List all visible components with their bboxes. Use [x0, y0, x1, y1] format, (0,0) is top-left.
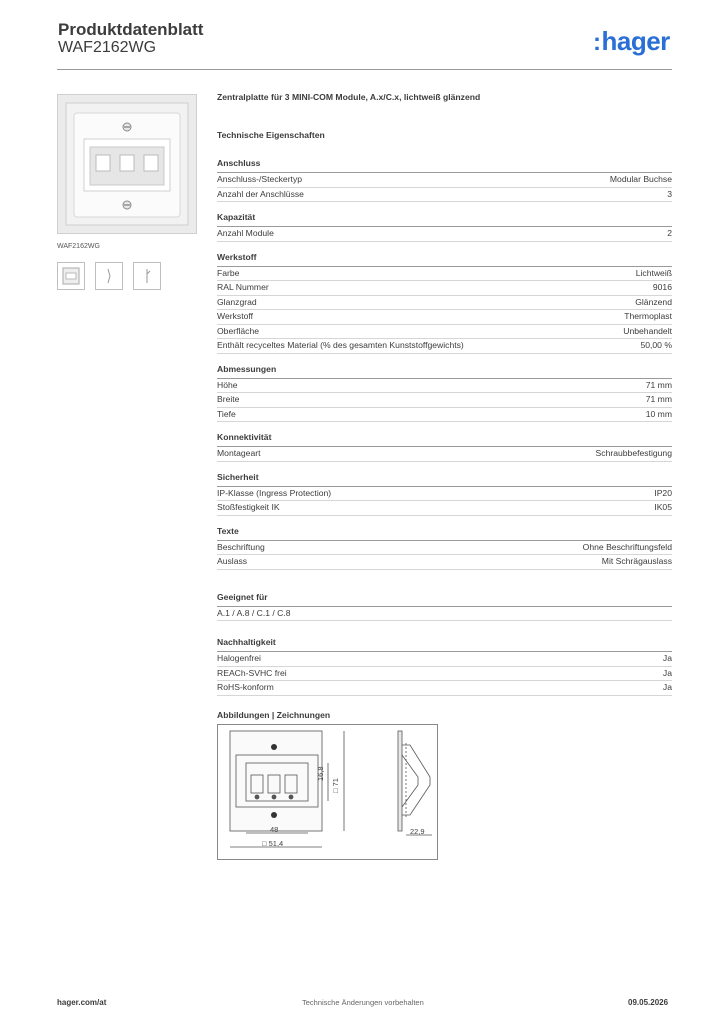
spec-value: Modular Buchse	[609, 174, 672, 184]
sustainability-value: Ja	[662, 682, 672, 692]
spec-value: 10 mm	[645, 408, 672, 419]
spec-label: Glanzgrad	[217, 296, 257, 307]
spec-value: IP20	[654, 487, 672, 498]
spec-row	[217, 325, 672, 340]
spec-label: IP-Klasse (Ingress Protection)	[217, 487, 332, 498]
dim-depth: 22,9	[410, 827, 425, 836]
spec-row	[217, 267, 672, 282]
drawings-heading: Abbildungen | Zeichnungen	[217, 709, 331, 720]
footer-website[interactable]: hager.com/at	[57, 998, 107, 1007]
sustainability-label: RoHS-konform	[217, 682, 274, 692]
logo-text: hager	[601, 26, 670, 56]
spec-row	[217, 188, 672, 203]
spec-value: Ohne Beschriftungsfeld	[582, 541, 672, 552]
spec-label: Tiefe	[217, 408, 236, 419]
spec-value: Mit Schrägauslass	[601, 556, 672, 566]
sustainability-value: Ja	[662, 667, 672, 678]
spec-label: Auslass	[217, 556, 248, 566]
section-heading: Texte	[217, 526, 672, 541]
spec-row	[217, 541, 672, 556]
spec-label: Oberfläche	[217, 325, 260, 336]
sustainability-row	[217, 681, 672, 696]
spec-row	[217, 393, 672, 408]
spec-row	[217, 173, 672, 188]
thumbnail-side-2[interactable]	[133, 262, 161, 290]
spec-label: RAL Nummer	[217, 282, 269, 292]
spec-row	[217, 379, 672, 394]
spec-value: 2	[667, 228, 672, 238]
sustainability-rows	[217, 652, 672, 696]
spec-label: Höhe	[217, 379, 238, 390]
page-header-subtitle: WAF2162WG	[58, 39, 157, 56]
sustainability-heading: Nachhaltigkeit	[217, 637, 672, 652]
sustainability-value: Ja	[662, 653, 672, 663]
spec-row	[217, 487, 672, 502]
spec-row	[217, 339, 672, 354]
suitable-heading: Geeignet für	[217, 592, 672, 607]
product-image-caption: WAF2162WG	[57, 243, 100, 250]
technical-drawing	[217, 724, 438, 860]
spec-label: Farbe	[217, 267, 240, 278]
spec-label: Anzahl der Anschlüsse	[217, 188, 304, 199]
spec-value: Schraubbefestigung	[595, 448, 672, 458]
spec-value: 71 mm	[645, 379, 672, 390]
spec-label: Montageart	[217, 448, 261, 458]
product-description: Zentralplatte für 3 MINI-COM Module, A.x/C.x, lichtweiß glänzend	[217, 92, 481, 102]
sustainability-row	[217, 652, 672, 667]
dim-height-outer: □ 71	[331, 778, 340, 793]
footer-disclaimer: Technische Änderungen vorbehalten	[302, 998, 424, 1007]
spec-label: Breite	[217, 394, 240, 404]
section-heading: Abmessungen	[217, 364, 672, 379]
thumbnail-front[interactable]	[57, 262, 85, 290]
spec-sections	[217, 158, 672, 570]
spec-row	[217, 447, 672, 462]
spec-label: Anschluss-/Steckertyp	[217, 174, 303, 184]
section-heading: Werkstoff	[217, 252, 672, 267]
section-heading: Anschluss	[217, 158, 672, 173]
dim-width-outer: □ 51,4	[262, 839, 284, 848]
spec-value: 50,00 %	[640, 340, 672, 350]
page-header-title: Produktdatenblatt	[58, 20, 204, 39]
sustainability-label: Halogenfrei	[217, 653, 261, 663]
spec-value: Glänzend	[635, 296, 672, 307]
spec-row	[217, 555, 672, 570]
spec-content	[217, 92, 672, 720]
suitable-value: A.1 / A.8 / C.1 / C.8	[217, 607, 291, 618]
sustainability-row	[217, 667, 672, 682]
section-heading: Sicherheit	[217, 472, 672, 487]
spec-label: Werkstoff	[217, 311, 253, 321]
thumbnail-side[interactable]	[95, 262, 123, 290]
hager-logo: :hager	[593, 26, 670, 56]
spec-label: Beschriftung	[217, 541, 265, 552]
spec-value: Lichtweiß	[635, 267, 672, 278]
spec-label: Stoßfestigkeit IK	[217, 502, 280, 512]
spec-value: 71 mm	[645, 394, 672, 404]
spec-value: Thermoplast	[624, 311, 672, 321]
spec-row	[217, 408, 672, 423]
thumbnail-strip	[57, 262, 161, 290]
spec-row	[217, 501, 672, 516]
suitable-row	[217, 607, 672, 622]
tech-heading: Technische Eigenschaften	[217, 130, 325, 140]
spec-row	[217, 281, 672, 296]
footer-date: 09.05.2026	[628, 998, 669, 1007]
header-divider	[57, 69, 672, 70]
spec-value: Unbehandelt	[623, 325, 672, 336]
dim-height-inner: 16,8	[316, 766, 325, 781]
section-heading: Kapazität	[217, 212, 672, 227]
spec-row	[217, 227, 672, 242]
sustainability-label: REACh-SVHC frei	[217, 667, 287, 678]
spec-value: 9016	[652, 282, 672, 292]
dim-width-inner: 48	[270, 825, 279, 834]
section-heading: Konnektivität	[217, 432, 672, 447]
spec-label: Enthält recyceltes Material (% des gesamten Kunststoffgewichts)	[217, 340, 464, 350]
spec-label: Anzahl Module	[217, 228, 274, 238]
product-image	[57, 94, 197, 234]
spec-value: IK05	[654, 502, 672, 512]
spec-row	[217, 296, 672, 311]
spec-value: 3	[667, 188, 672, 199]
spec-row	[217, 310, 672, 325]
